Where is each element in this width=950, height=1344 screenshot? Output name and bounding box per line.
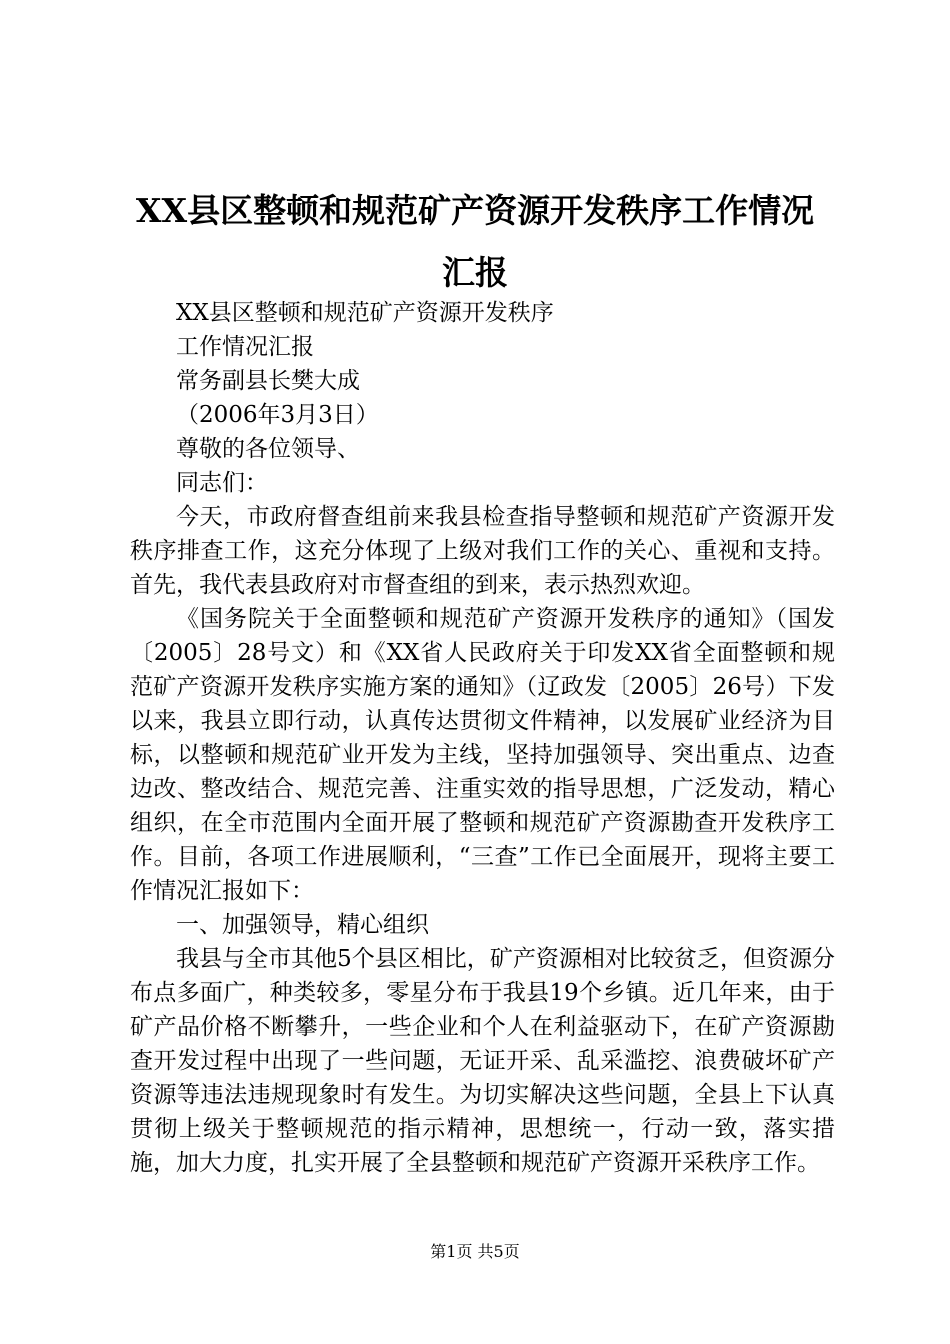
section-heading-1: 一、加强领导，精心组织	[176, 912, 429, 938]
paragraph-heading-line-2: 工作情况汇报	[176, 334, 314, 360]
paragraph-salutation-1: 尊敬的各位领导、	[176, 436, 360, 462]
paragraph-intro: 今天，市政府督查组前来我县检查指导整顿和规范矿产资源开发秩序排查工作，这充分体现了上级对我们工作的关心、重视和支持。首先，我代表县政府对市督查组的到来，表示热烈欢迎。	[130, 504, 835, 598]
document-title: XX县区整顿和规范矿产资源开发秩序工作情况汇报	[135, 191, 815, 292]
paragraph-heading-line-1: XX县区整顿和规范矿产资源开发秩序	[176, 300, 554, 326]
paragraph-section-1: 我县与全市其他5个县区相比，矿产资源相对比较贫乏，但资源分布点多面广，种类较多，零星分布于我县19个乡镇。近几年来，由于矿产品价格不断攀升，一些企业和个人在利益驱动下，在矿产资源勘查开发过程中出现了一些问题，无证开采、乱采滥挖、浪费破坏矿产资源等违法违规现象时有发生。为切实解决这些问题，全县上下认真贯彻上级关于整顿规范的指示精神，思想统一，行动一致，落实措施，加大力度，扎实开展了全县整顿和规范矿产资源开采秩序工作。	[130, 946, 835, 1176]
paragraph-date: （2006年3月3日）	[176, 402, 379, 428]
paragraph-background: 《国务院关于全面整顿和规范矿产资源开发秩序的通知》（国发〔2005〕28号文）和《XX省人民政府关于印发XX省全面整顿和规范矿产资源开发秩序实施方案的通知》（辽政发〔2005〕26号）下发以来，我县立即行动，认真传达贯彻文件精神，以发展矿业经济为目标，以整顿和规范矿业开发为主线，坚持加强领导、突出重点、边查边改、整改结合、规范完善、注重实效的指导思想，广泛发动，精心组织，在全市范围内全面开展了整顿和规范矿产资源勘查开发秩序工作。目前，各项工作进展顺利，“三查”工作已全面展开，现将主要工作情况汇报如下：	[130, 606, 835, 904]
paragraph-salutation-2: 同志们：	[176, 470, 268, 496]
paragraph-author: 常务副县长樊大成	[176, 368, 360, 394]
page-footer: 第1页 共5页	[430, 1242, 520, 1261]
document-body	[130, 296, 835, 1180]
